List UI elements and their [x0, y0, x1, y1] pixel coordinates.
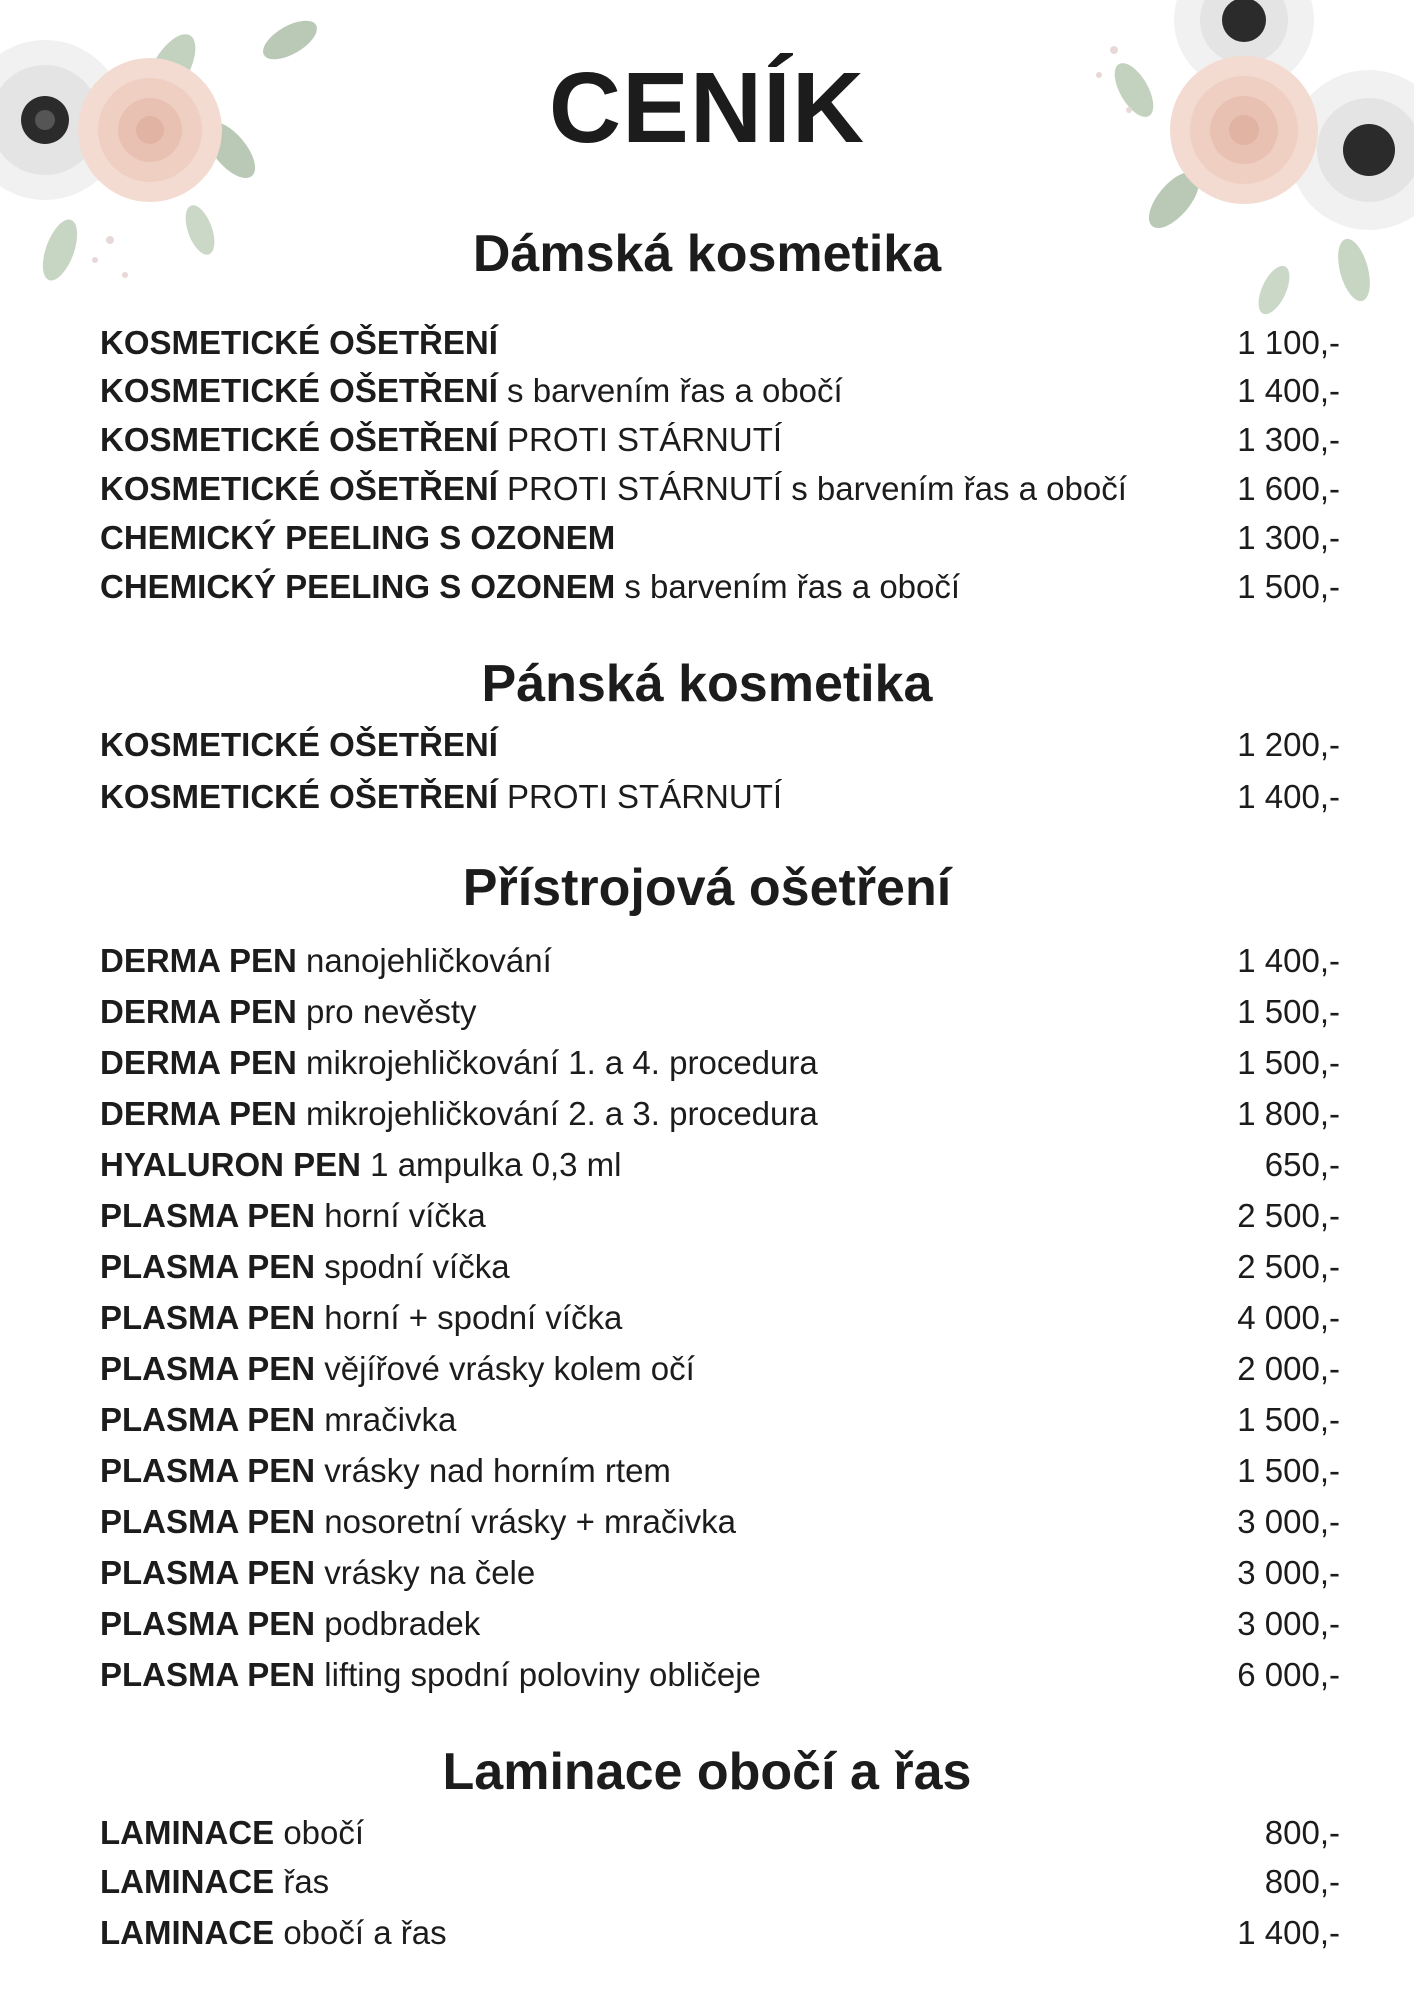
floral-decoration-left-icon — [0, 0, 360, 330]
item-desc: s barvením řas a obočí — [497, 372, 843, 409]
price-row — [100, 1399, 1340, 1441]
item-price: 800,- — [1264, 1863, 1340, 1900]
item-price: 1 300,- — [1237, 519, 1340, 556]
item-price: 1 200,- — [1237, 726, 1340, 763]
item-name: DERMA PEN — [100, 1095, 297, 1132]
price-row — [100, 1348, 1340, 1390]
price-row — [100, 1654, 1340, 1696]
item-price: 1 500,- — [1237, 1401, 1340, 1438]
item-price: 1 500,- — [1237, 1044, 1340, 1081]
item-desc: spodní víčka — [315, 1248, 510, 1285]
item-name: KOSMETICKÉ OŠETŘENÍ — [100, 726, 498, 763]
item-name: KOSMETICKÉ OŠETŘENÍ — [100, 421, 498, 458]
item-name: KOSMETICKÉ OŠETŘENÍ — [100, 324, 498, 361]
item-name: PLASMA PEN — [100, 1401, 316, 1438]
item-name: PLASMA PEN — [100, 1299, 316, 1336]
item-name: KOSMETICKÉ OŠETŘENÍ — [100, 470, 498, 507]
item-desc: obočí — [274, 1814, 365, 1851]
item-name: DERMA PEN — [100, 942, 297, 979]
price-row — [100, 1552, 1340, 1594]
floral-decoration-right-icon — [1054, 0, 1414, 330]
item-price: 1 600,- — [1237, 470, 1340, 507]
item-name: DERMA PEN — [100, 1044, 297, 1081]
item-desc: nosoretní vrásky + mračivka — [315, 1503, 737, 1540]
item-price: 1 500,- — [1237, 568, 1340, 605]
price-row — [100, 468, 1340, 510]
price-row — [100, 1297, 1340, 1339]
item-desc: pro nevěsty — [296, 993, 477, 1030]
item-price: 2 500,- — [1237, 1197, 1340, 1234]
item-price: 3 000,- — [1237, 1554, 1340, 1591]
item-name: KOSMETICKÉ OŠETŘENÍ — [100, 372, 498, 409]
item-name: HYALURON PEN — [100, 1146, 361, 1183]
item-price: 1 100,- — [1237, 324, 1340, 361]
price-row — [100, 776, 1340, 818]
section-heading-laminace: Laminace obočí a řas — [442, 1743, 972, 1801]
item-price: 4 000,- — [1237, 1299, 1340, 1336]
price-row — [100, 1603, 1340, 1645]
item-name: DERMA PEN — [100, 993, 297, 1030]
item-desc: horní + spodní víčka — [315, 1299, 623, 1336]
item-price: 1 400,- — [1237, 778, 1340, 815]
item-price: 650,- — [1264, 1146, 1340, 1183]
price-row — [100, 517, 1340, 559]
price-row — [100, 1042, 1340, 1084]
price-row — [100, 566, 1340, 608]
item-desc: mikrojehličkování 1. a 4. procedura — [296, 1044, 818, 1081]
item-desc: 1 ampulka 0,3 ml — [361, 1146, 622, 1183]
item-name: CHEMICKÝ PEELING S OZONEM — [100, 568, 616, 605]
item-price: 2 000,- — [1237, 1350, 1340, 1387]
item-price: 1 400,- — [1237, 942, 1340, 979]
item-price: 2 500,- — [1237, 1248, 1340, 1285]
item-desc: vějířové vrásky kolem očí — [315, 1350, 695, 1387]
item-name: PLASMA PEN — [100, 1350, 316, 1387]
item-desc: obočí a řas — [274, 1914, 447, 1951]
item-name: LAMINACE — [100, 1863, 275, 1900]
item-desc: vrásky na čele — [315, 1554, 536, 1591]
price-row — [100, 1195, 1340, 1237]
item-name: PLASMA PEN — [100, 1554, 316, 1591]
item-desc: lifting spodní poloviny obličeje — [315, 1656, 761, 1693]
item-desc: PROTI STÁRNUTÍ — [497, 421, 783, 458]
item-name: PLASMA PEN — [100, 1452, 316, 1489]
section-heading-panska: Pánská kosmetika — [481, 655, 933, 713]
item-desc: řas — [274, 1863, 330, 1900]
section-heading-pristrojova: Přístrojová ošetření — [462, 859, 952, 917]
price-row — [100, 1093, 1340, 1135]
price-row — [100, 1450, 1340, 1492]
price-row — [100, 940, 1340, 982]
item-price: 1 500,- — [1237, 1452, 1340, 1489]
item-desc: mračivka — [315, 1401, 457, 1438]
item-name: PLASMA PEN — [100, 1197, 316, 1234]
item-desc: horní víčka — [315, 1197, 486, 1234]
item-price: 6 000,- — [1237, 1656, 1340, 1693]
item-name: KOSMETICKÉ OŠETŘENÍ — [100, 778, 498, 815]
item-name: CHEMICKÝ PEELING S OZONEM — [100, 519, 616, 556]
item-name: LAMINACE — [100, 1914, 275, 1951]
price-row — [100, 1912, 1340, 1954]
section-heading-damska: Dámská kosmetika — [472, 225, 942, 283]
price-row — [100, 1246, 1340, 1288]
price-row — [100, 1501, 1340, 1543]
price-row — [100, 991, 1340, 1033]
item-desc: PROTI STÁRNUTÍ — [497, 778, 783, 815]
item-price: 3 000,- — [1237, 1503, 1340, 1540]
price-row — [100, 1144, 1340, 1186]
item-price: 800,- — [1264, 1814, 1340, 1851]
item-price: 1 400,- — [1237, 372, 1340, 409]
item-price: 1 500,- — [1237, 993, 1340, 1030]
item-name: PLASMA PEN — [100, 1605, 316, 1642]
item-desc: nanojehličkování — [296, 942, 552, 979]
item-price: 1 800,- — [1237, 1095, 1340, 1132]
price-row — [100, 1861, 1340, 1903]
item-name: PLASMA PEN — [100, 1656, 316, 1693]
item-name: PLASMA PEN — [100, 1248, 316, 1285]
item-desc: PROTI STÁRNUTÍ s barvením řas a obočí — [497, 470, 1127, 507]
page-title: CENÍK — [548, 52, 866, 164]
item-price: 3 000,- — [1237, 1605, 1340, 1642]
price-row — [100, 370, 1340, 412]
price-row — [100, 419, 1340, 461]
item-desc: mikrojehličkování 2. a 3. procedura — [296, 1095, 818, 1132]
item-desc: s barvením řas a obočí — [615, 568, 961, 605]
item-name: PLASMA PEN — [100, 1503, 316, 1540]
item-desc: podbradek — [315, 1605, 481, 1642]
price-row — [100, 1812, 1340, 1854]
item-desc: vrásky nad horním rtem — [315, 1452, 671, 1489]
item-name: LAMINACE — [100, 1814, 275, 1851]
price-row — [100, 724, 1340, 766]
item-price: 1 400,- — [1237, 1914, 1340, 1951]
item-price: 1 300,- — [1237, 421, 1340, 458]
price-row — [100, 322, 1340, 364]
